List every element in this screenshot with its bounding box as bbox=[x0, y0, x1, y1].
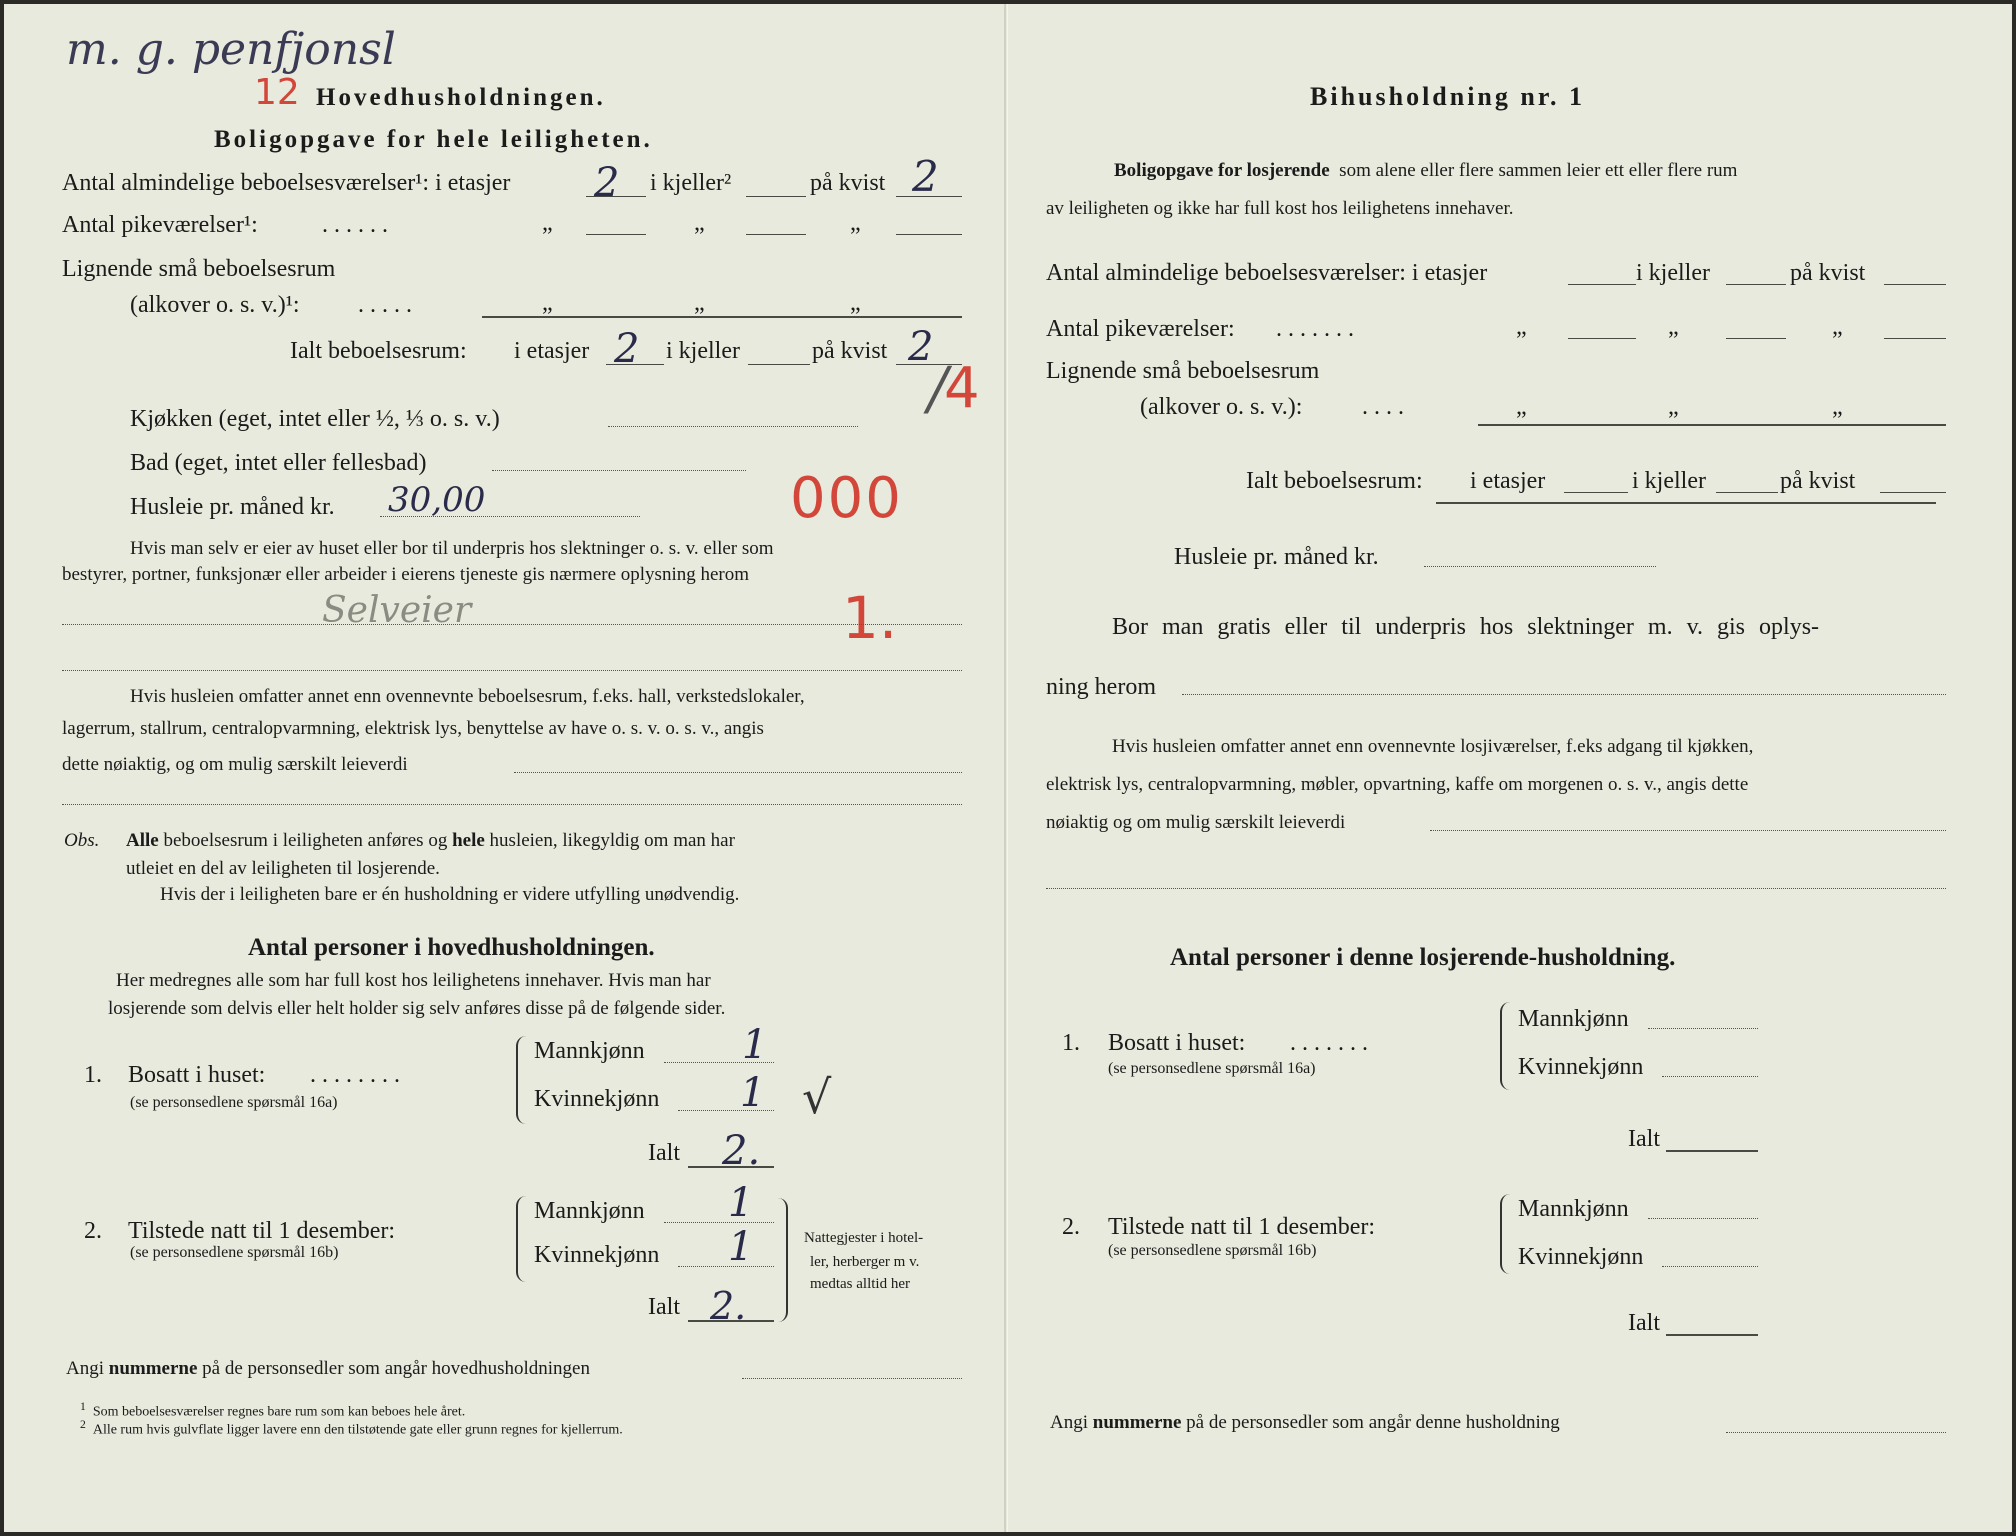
right-includes-text-3: nøiaktig og om mulig særskilt leieverdi bbox=[1046, 812, 1346, 833]
includes-text-3: dette nøiaktig, og om mulig særskilt leieverdi bbox=[62, 754, 408, 775]
q1-number: 1. bbox=[84, 1062, 102, 1088]
right-total-etasjer-label: i etasjer bbox=[1470, 468, 1546, 494]
rooms-ordinary-kjeller-line bbox=[746, 196, 806, 197]
total-rooms-kjeller-label: i kjeller bbox=[666, 338, 740, 364]
q1-checkmark: √ bbox=[802, 1070, 832, 1124]
right-q1-ialt-label: Ialt bbox=[1628, 1126, 1660, 1152]
q2-mann-line bbox=[664, 1222, 774, 1223]
maid-rooms-line-3 bbox=[896, 234, 962, 235]
includes-line-2 bbox=[62, 804, 962, 805]
q2-brace bbox=[516, 1196, 528, 1282]
rent-red-code: 000 bbox=[790, 466, 903, 531]
footnote-2-marker: 2 bbox=[80, 1418, 86, 1431]
handwritten-page-number: 12 bbox=[254, 72, 300, 113]
obs-label: Obs. bbox=[64, 830, 100, 851]
obs-text-3: Hvis der i leiligheten bare er én husholdning er videre utfylling unødvendig. bbox=[160, 884, 740, 905]
alcove-ditto-1: „ bbox=[542, 290, 553, 316]
right-q1-number: 1. bbox=[1062, 1030, 1080, 1056]
total-rooms-label: Ialt beboelsesrum: bbox=[290, 338, 467, 364]
q2-ialt-value: 2. bbox=[710, 1284, 747, 1328]
maid-rooms-ditto-3: „ bbox=[850, 210, 861, 236]
right-includes-line-2 bbox=[1046, 888, 1946, 889]
page-fold bbox=[1004, 4, 1006, 1532]
right-includes-text-1: Hvis husleien omfatter annet enn ovennevnte losjiværelser, f.eks adgang til kjøkken, bbox=[1112, 736, 1754, 757]
includes-text-1: Hvis husleien omfatter annet enn ovennevnte beboelsesrum, f.eks. hall, verkstedslokaler, bbox=[130, 686, 805, 707]
obs-hele: hele bbox=[452, 830, 485, 851]
rooms-ordinary-kvist-label: på kvist bbox=[810, 170, 886, 196]
left-persons-text-1: Her medregnes alle som har full kost hos leilighetens innehaver. Hvis man har bbox=[116, 970, 711, 991]
right-q1-sub: (se personsedlene spørsmål 16a) bbox=[1108, 1060, 1316, 1077]
right-rooms-ordinary-kjeller-label: i kjeller bbox=[1636, 260, 1710, 286]
total-rooms-kjeller-line bbox=[748, 364, 810, 365]
right-q1-mann-label: Mannkjønn bbox=[1518, 1006, 1629, 1032]
right-total-kvist-line bbox=[1880, 492, 1946, 493]
obs-text-1b: husleien, likegyldig om man har bbox=[489, 830, 735, 851]
left-title: Hovedhusholdningen. bbox=[316, 84, 606, 111]
left-angi-a: Angi bbox=[66, 1358, 104, 1379]
right-q2-ialt-label: Ialt bbox=[1628, 1310, 1660, 1336]
right-alcove-ditto-2: „ bbox=[1668, 394, 1679, 420]
bath-line bbox=[492, 470, 746, 471]
alcove-rooms-sublabel: (alkover o. s. v.)¹: bbox=[130, 292, 300, 318]
q1-ialt-value: 2. bbox=[722, 1128, 761, 1174]
rooms-ordinary-kvist-value: 2 bbox=[912, 152, 939, 201]
rooms-ordinary-kjeller-label: i kjeller² bbox=[650, 170, 732, 196]
right-maid-ditto-3: „ bbox=[1832, 314, 1843, 340]
maid-rooms-label: Antal pikeværelser¹: bbox=[62, 212, 258, 238]
q1-ialt-label: Ialt bbox=[648, 1140, 680, 1166]
obs-alle: Alle bbox=[126, 830, 159, 851]
right-alcove-ditto-3: „ bbox=[1832, 394, 1843, 420]
q2-ialt-label: Ialt bbox=[648, 1294, 680, 1320]
q1-mann-label: Mannkjønn bbox=[534, 1038, 645, 1064]
obs-text-2: utleiet en del av leiligheten til losjerende. bbox=[126, 858, 440, 879]
q1-label: Bosatt i huset: bbox=[128, 1062, 266, 1088]
right-total-underline bbox=[1436, 502, 1936, 504]
right-total-kvist-label: på kvist bbox=[1780, 468, 1856, 494]
right-q1-label: Bosatt i huset: bbox=[1108, 1030, 1246, 1056]
right-total-etasjer-line bbox=[1564, 492, 1628, 493]
nattegjester-brace bbox=[776, 1198, 788, 1322]
left-subtitle: Boligopgave for hele leiligheten. bbox=[214, 126, 653, 153]
right-q2-mann-line bbox=[1648, 1218, 1758, 1219]
maid-rooms-line-1 bbox=[586, 234, 646, 235]
right-includes-line-1 bbox=[1430, 830, 1946, 831]
q2-label: Tilstede natt til 1 desember: bbox=[128, 1218, 396, 1244]
left-persons-text-2: losjerende som delvis eller helt holder sig selv anføres disse på de følgende sider. bbox=[108, 998, 726, 1019]
maid-rooms-line-2 bbox=[746, 234, 806, 235]
q2-sub: (se personsedlene spørsmål 16b) bbox=[130, 1244, 339, 1261]
q1-brace bbox=[516, 1036, 528, 1124]
right-total-kjeller-line bbox=[1716, 492, 1778, 493]
owner-line-1 bbox=[62, 624, 962, 625]
right-angi-line bbox=[1726, 1432, 1946, 1433]
rent-value: 30,00 bbox=[388, 480, 486, 520]
right-intro-2: av leiligheten og ikke har full kost hos leilighetens innehaver. bbox=[1046, 198, 1514, 219]
right-alcove-sum-line bbox=[1478, 424, 1946, 426]
q2-number: 2. bbox=[84, 1218, 102, 1244]
alcove-rooms-label: Lignende små beboelsesrum bbox=[62, 256, 336, 282]
footnote-2 bbox=[80, 1418, 623, 1439]
maid-rooms-ditto-2: „ bbox=[694, 210, 705, 236]
right-q2-mann-label: Mannkjønn bbox=[1518, 1196, 1629, 1222]
obs-text-1a: beboelsesrum i leiligheten anføres og bbox=[163, 830, 448, 851]
right-q1-brace bbox=[1500, 1002, 1512, 1090]
right-alcove-dots: . . . . bbox=[1362, 394, 1404, 420]
right-maid-line-2 bbox=[1726, 338, 1786, 339]
right-free-text-2: ning herom bbox=[1046, 674, 1156, 700]
right-angi-b: nummerne bbox=[1092, 1412, 1182, 1433]
footnote-1-text: Som beboelsesværelser regnes bare rum som kan beboes hele året. bbox=[92, 1404, 466, 1420]
owner-line-2 bbox=[62, 670, 962, 671]
total-rooms-slash-mark: / bbox=[928, 354, 948, 422]
q2-mann-value: 1 bbox=[728, 1180, 754, 1226]
right-q2-ialt-line bbox=[1666, 1334, 1758, 1336]
right-includes-text-2: elektrisk lys, centralopvarmning, møbler, opvartning, kaffe om morgenen o. s. v., angis dette bbox=[1046, 774, 1749, 795]
right-alcove-label: Lignende små beboelsesrum bbox=[1046, 358, 1320, 384]
right-free-line bbox=[1182, 694, 1946, 695]
right-q1-dots: . . . . . . . bbox=[1290, 1030, 1368, 1056]
right-rooms-ordinary-kjeller-line bbox=[1726, 284, 1786, 285]
right-total-rooms-label: Ialt beboelsesrum: bbox=[1246, 468, 1423, 494]
owner-value: Selveier bbox=[322, 590, 472, 631]
owner-red-code: 1. bbox=[842, 584, 898, 652]
right-intro-1: som alene eller flere sammen leier ett eller flere rum bbox=[1339, 160, 1738, 181]
left-persons-title: Antal personer i hovedhusholdningen. bbox=[248, 934, 655, 961]
maid-rooms-dots: . . . . . . bbox=[322, 212, 388, 238]
right-rooms-ordinary-etasjer-line bbox=[1568, 284, 1636, 285]
nattegjester-text-1: Nattegjester i hotel- bbox=[804, 1230, 924, 1246]
right-total-kjeller-label: i kjeller bbox=[1632, 468, 1706, 494]
q1-kvinne-label: Kvinnekjønn bbox=[534, 1086, 660, 1112]
right-q2-kvinne-line bbox=[1662, 1266, 1758, 1267]
left-angi-c: på de personsedler som angår hovedhusholdningen bbox=[202, 1358, 590, 1379]
kitchen-line bbox=[608, 426, 858, 427]
census-form-sheet bbox=[4, 4, 2012, 1532]
right-persons-title: Antal personer i denne losjerende-husholdning. bbox=[1170, 944, 1676, 971]
right-rent-line bbox=[1424, 566, 1656, 567]
footnote-2-text: Alle rum hvis gulvflate ligger lavere enn den tilstøtende gate eller grunn regnes for kjellerrum. bbox=[92, 1422, 623, 1438]
right-q2-sub: (se personsedlene spørsmål 16b) bbox=[1108, 1242, 1317, 1259]
right-rooms-ordinary-kvist-label: på kvist bbox=[1790, 260, 1866, 286]
total-rooms-etasjer-label: i etasjer bbox=[514, 338, 590, 364]
right-title: Bihusholdning nr. 1 bbox=[1310, 82, 1586, 111]
bath-label: Bad (eget, intet eller fellesbad) bbox=[130, 450, 427, 476]
left-angi-line bbox=[742, 1378, 962, 1379]
includes-line-1 bbox=[514, 772, 962, 773]
total-rooms-kvist-label: på kvist bbox=[812, 338, 888, 364]
right-q1-ialt-line bbox=[1666, 1150, 1758, 1152]
footnote-1-marker: 1 bbox=[80, 1400, 86, 1413]
right-q2-label: Tilstede natt til 1 desember: bbox=[1108, 1214, 1376, 1240]
q2-kvinne-value: 1 bbox=[728, 1224, 754, 1270]
right-alcove-ditto-1: „ bbox=[1516, 394, 1527, 420]
total-rooms-red-number: 4 bbox=[944, 356, 980, 421]
right-q1-kvinne-label: Kvinnekjønn bbox=[1518, 1054, 1644, 1080]
right-free-text-1: Bor man gratis eller til underpris hos slektninger m. v. gis oplys- bbox=[1112, 614, 1820, 640]
right-maid-rooms-label: Antal pikeværelser: bbox=[1046, 316, 1235, 342]
q1-dots: . . . . . . . . bbox=[310, 1062, 400, 1088]
right-maid-ditto-1: „ bbox=[1516, 314, 1527, 340]
total-rooms-kvist-value: 2 bbox=[908, 324, 934, 370]
nattegjester-text-2: ler, herberger m v. bbox=[810, 1254, 920, 1270]
right-maid-rooms-dots: . . . . . . . bbox=[1276, 316, 1354, 342]
right-q2-number: 2. bbox=[1062, 1214, 1080, 1240]
rooms-ordinary-label: Antal almindelige beboelsesværelser¹: i etasjer bbox=[62, 170, 511, 196]
q2-kvinne-line bbox=[678, 1266, 774, 1267]
total-rooms-etasjer-value: 2 bbox=[614, 326, 640, 372]
page-fold-highlight bbox=[1007, 4, 1008, 1532]
q2-kvinne-label: Kvinnekjønn bbox=[534, 1242, 660, 1268]
right-rent-label: Husleie pr. måned kr. bbox=[1174, 544, 1379, 570]
right-q1-kvinne-line bbox=[1662, 1076, 1758, 1077]
alcove-sum-line bbox=[482, 316, 962, 318]
q1-kvinne-value: 1 bbox=[740, 1070, 766, 1116]
alcove-ditto-3: „ bbox=[850, 290, 861, 316]
q2-mann-label: Mannkjønn bbox=[534, 1198, 645, 1224]
right-alcove-sublabel: (alkover o. s. v.): bbox=[1140, 394, 1303, 420]
rooms-ordinary-etasjer-value: 2 bbox=[594, 160, 620, 206]
right-maid-line-1 bbox=[1568, 338, 1636, 339]
right-maid-ditto-2: „ bbox=[1668, 314, 1679, 340]
maid-rooms-ditto-1: „ bbox=[542, 210, 553, 236]
right-rooms-ordinary-label: Antal almindelige beboelsesværelser: i etasjer bbox=[1046, 260, 1488, 286]
alcove-ditto-2: „ bbox=[694, 290, 705, 316]
nattegjester-text-3: medtas alltid her bbox=[810, 1276, 910, 1292]
owner-text-2: bestyrer, portner, funksjonær eller arbeider i eierens tjeneste gis nærmere oplysning herom bbox=[62, 564, 750, 585]
owner-text-1: Hvis man selv er eier av huset eller bor til underpris hos slektninger o. s. v. eller som bbox=[130, 538, 774, 559]
right-q1-mann-line bbox=[1648, 1028, 1758, 1029]
right-q2-brace bbox=[1500, 1194, 1512, 1274]
right-q2-kvinne-label: Kvinnekjønn bbox=[1518, 1244, 1644, 1270]
left-angi-b: nummerne bbox=[108, 1358, 198, 1379]
right-rooms-ordinary-kvist-line bbox=[1884, 284, 1946, 285]
kitchen-label: Kjøkken (eget, intet eller ½, ⅓ o. s. v.) bbox=[130, 406, 500, 432]
rent-label: Husleie pr. måned kr. bbox=[130, 494, 335, 520]
alcove-rooms-dots: . . . . . bbox=[358, 292, 412, 318]
q1-sub: (se personsedlene spørsmål 16a) bbox=[130, 1094, 338, 1111]
right-angi-a: Angi bbox=[1050, 1412, 1088, 1433]
q1-mann-value: 1 bbox=[742, 1022, 768, 1068]
right-intro-bold: Boligopgave for losjerende bbox=[1114, 160, 1330, 181]
includes-text-2: lagerrum, stallrum, centralopvarmning, elektrisk lys, benyttelse av have o. s. v. o. s. v., angis bbox=[62, 718, 764, 739]
right-angi-c: på de personsedler som angår denne husholdning bbox=[1186, 1412, 1560, 1433]
right-maid-line-3 bbox=[1884, 338, 1946, 339]
handwritten-margin-note: m. g. penfjonsl bbox=[66, 24, 396, 75]
